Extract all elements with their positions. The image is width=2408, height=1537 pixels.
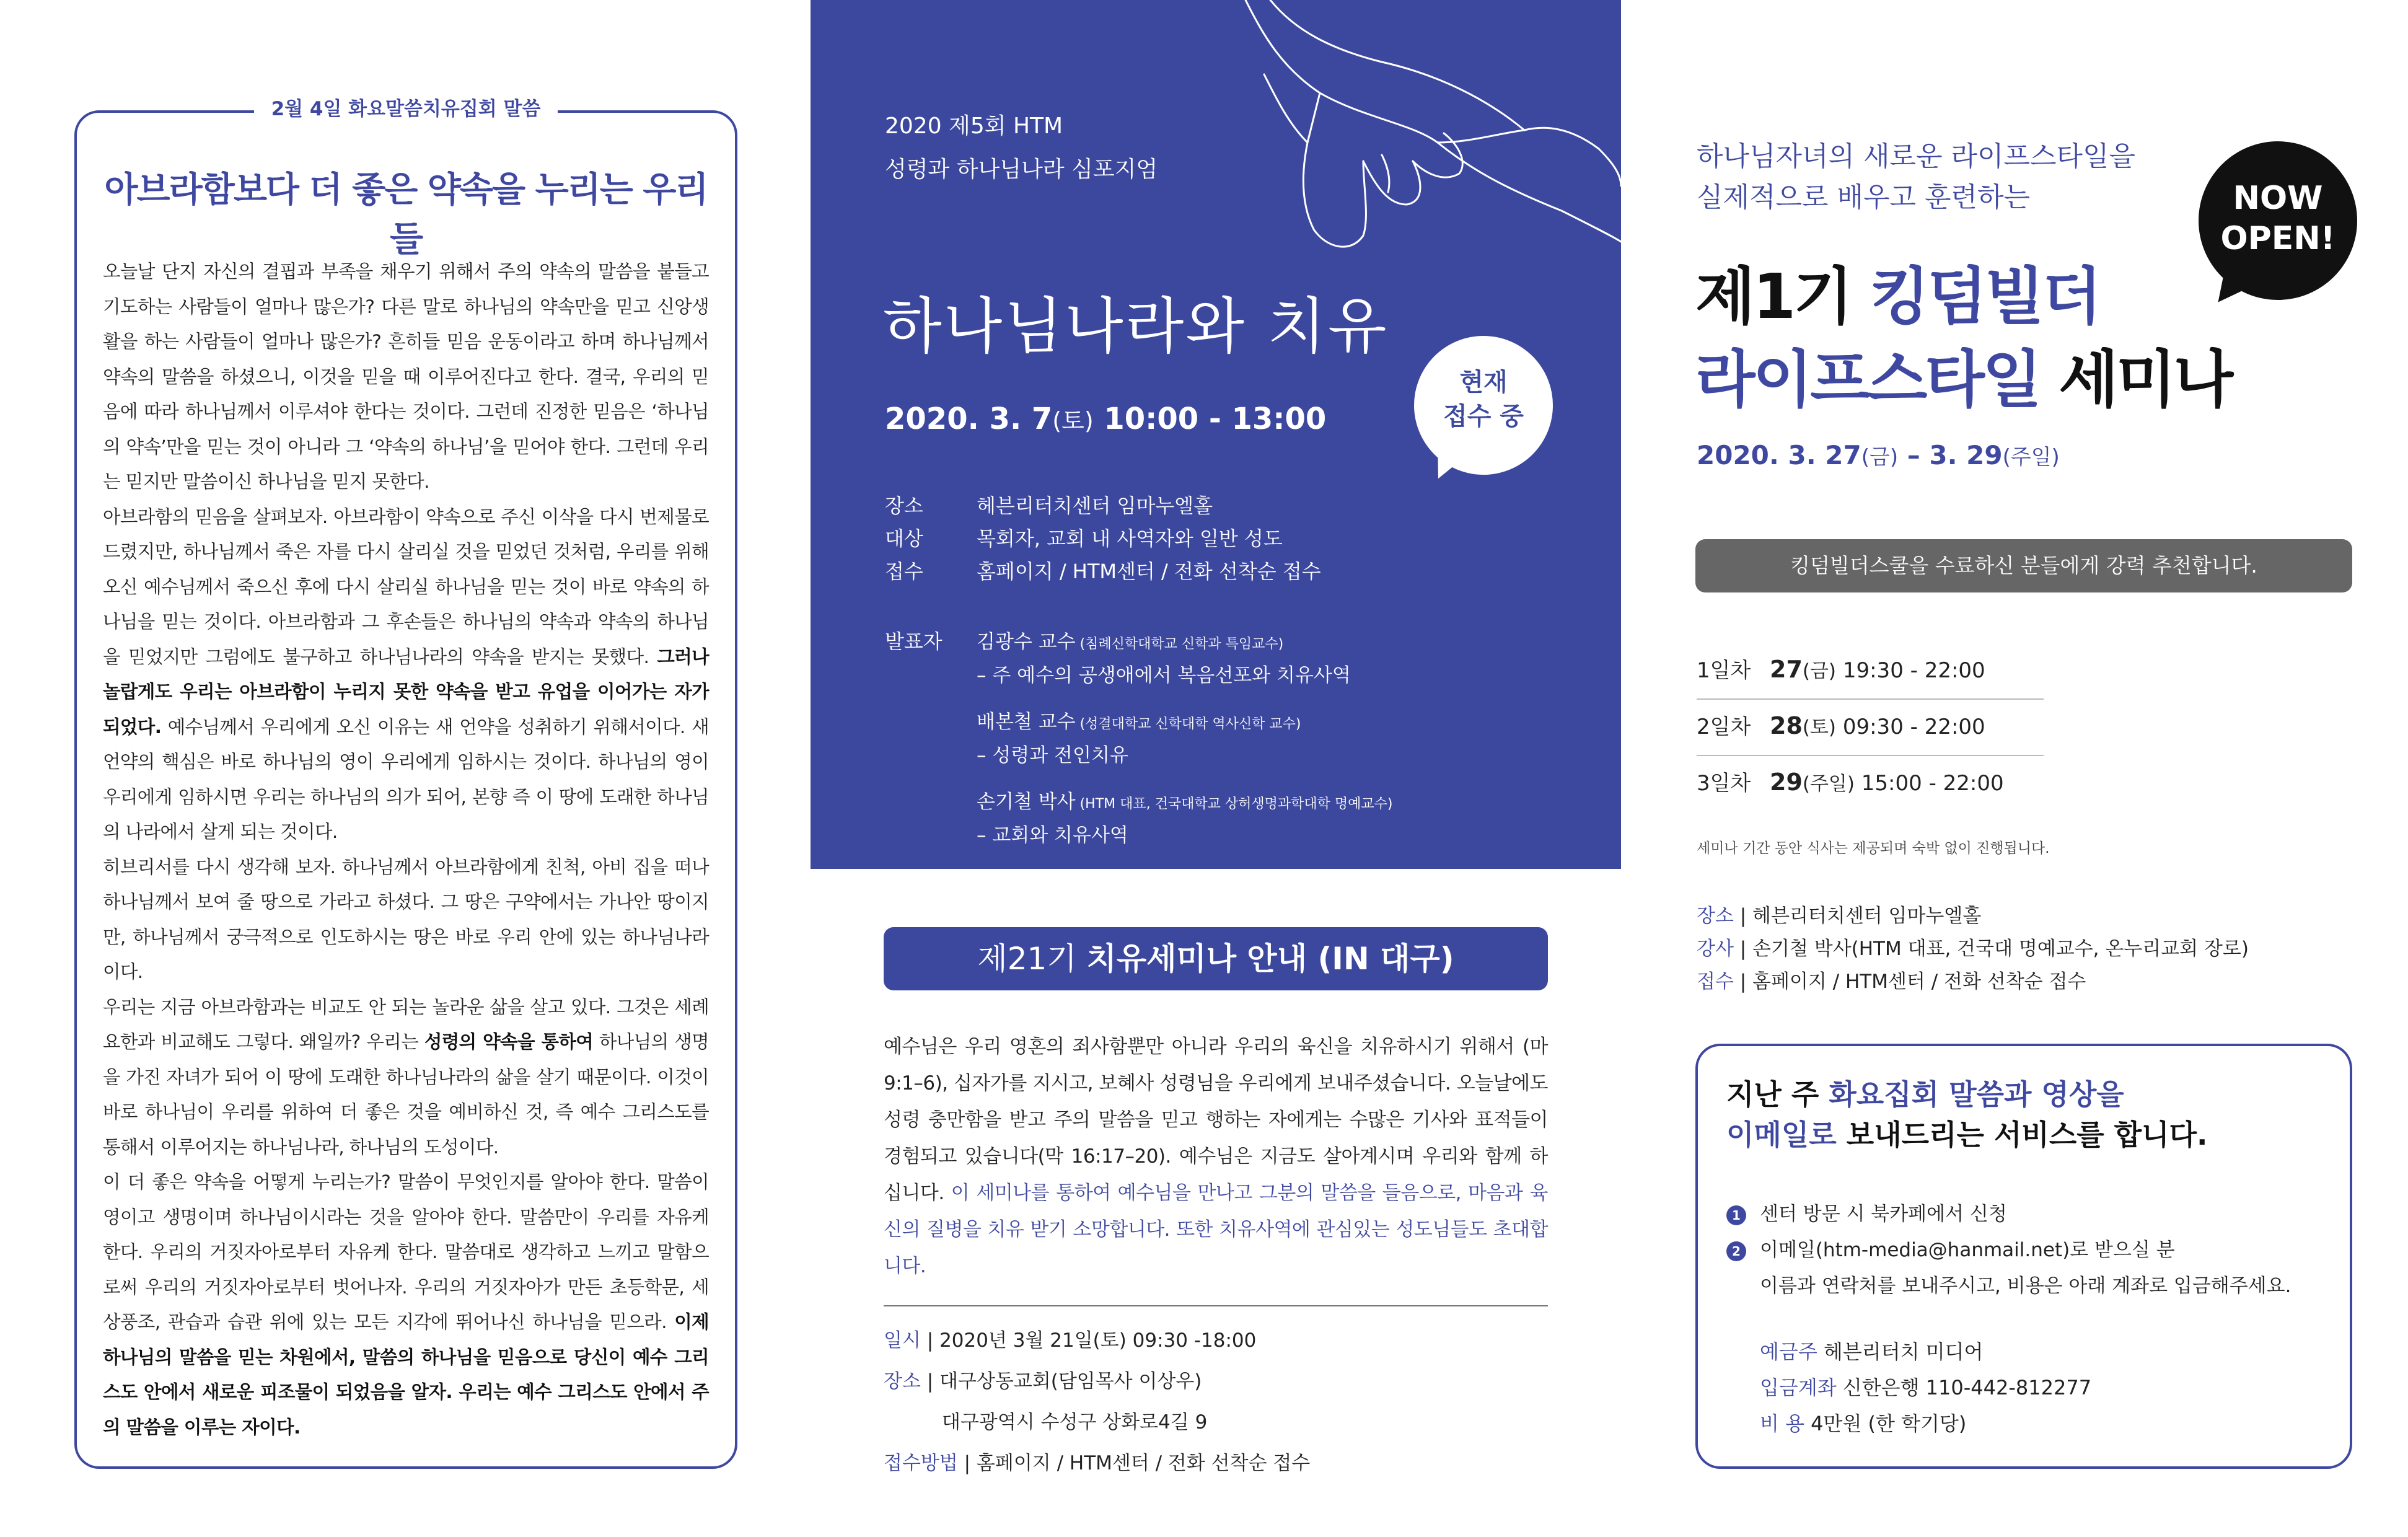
step-item-continued: 이름과 연락처를 보내주시고, 비용은 아래 계좌로 입금해주세요. [1760, 1275, 2292, 1297]
meal-note: 세미나 기간 동안 식사는 제공되며 숙박 없이 진행됩니다. [1697, 840, 2050, 857]
account-row: 입금계좌 신한은행 110-442-812277 [1760, 1376, 2092, 1399]
sermon-paragraph-4: 우리는 지금 아브라함과는 비교도 안 되는 놀라운 삶을 살고 있다. 그것은 세례 요한과 비교해도 그렇다. 왜일까? 우리는 성령의 약속을 통하여 하나님의 생명을 가진 자녀가 되어 이 땅에 도래한 하나님나라의 삶을 살기 때문이다. 이것이 바로 하나님이 우리를 위하여 더 좋은 것을 예비하신 것, 즉 예수 그리스도를 통해서 이루어지는 하나님나라, 하나님의 도성이다. [103, 996, 710, 1158]
sermon-tag: 2월 4일 화요말씀치유집회 말씀 [254, 92, 558, 126]
recommend-text: 킹덤빌더스쿨을 수료하신 분들에게 강력 추천합니다. [1790, 553, 2257, 578]
speaker-entry: 손기철 박사 (HTM 대표, 건국대학교 상허생명과학대학 명예교수) – 교회와 치유사역 [977, 791, 1393, 847]
speakers-list [885, 626, 1392, 851]
lifestyle-title-line-1: 제1기 킹덤빌더 [1695, 260, 2100, 333]
hands-illustration-icon [1177, 0, 1621, 322]
account-info [1760, 1334, 2091, 1442]
schedule-table [1697, 643, 2044, 813]
registration-bubble-line-1: 현재 [1459, 368, 1508, 397]
step-item: 2 이메일(htm-media@hanmail.net)로 받으실 분 [1726, 1232, 2291, 1268]
detail-row: 대구광역시 수성구 상화로4길 9 [942, 1411, 1208, 1434]
registration-bubble-line-2: 접수 중 [1443, 402, 1524, 431]
sermon-paragraph-2: 아브라함의 믿음을 살펴보자. 아브라함이 약속으로 주신 이삭을 다시 번제물로 드렸지만, 하나님께서 죽은 자를 다시 살리실 것을 믿었던 것처럼, 우리를 위해 오신 예수님께서 죽으신 후에 다시 살리실 하나님을 믿는 것이 바로 약속의 하나님을 믿는 것이다. 아브라함과 그 후손들은 하나님의 약속과 약속의 하나님을 믿었지만 그럼에도 불구하고 하나님나라의 약속을 받지는 못했다. 그러나 놀랍게도 우리는 아브라함이 누리지 못한 약속을 받고 유업을 이어가는 자가 되었다. 예수님께서 우리에게 오신 이유는 새 언약을 성취하기 위해서이다. 새 언약의 핵심은 바로 하나님의 영이 우리에게 임하시는 것이다. 하나님의 영이 우리에게 임하시면 우리는 하나님의 의가 되어, 본향 즉 이 땅에 도래한 하나님의 나라에서 살게 되는 것이다. [103, 506, 709, 842]
symposium-info-row: 장소 헤븐리터치센터 임마누엘홀 [885, 494, 1213, 517]
symposium-subtitle-2: 성령과 하나님나라 심포지엄 [885, 157, 1158, 182]
now-open-line-1: NOW [2233, 180, 2323, 217]
schedule-row: 2일차 28(토) 09:30 - 22:00 [1697, 700, 2044, 756]
schedule-row: 3일차 29(주일) 15:00 - 22:00 [1697, 768, 2004, 796]
sermon-body [103, 254, 709, 1445]
lifestyle-title-line-2: 라이프스타일 세미나 [1695, 343, 2231, 416]
step-number-icon: 1 [1726, 1205, 1746, 1225]
info-row: 접수 | 홈페이지 / HTM센터 / 전화 선착순 접수 [1697, 971, 2086, 993]
info-row: 강사 | 손기철 박사(HTM 대표, 건국대 명예교수, 온누리교회 장로) [1697, 938, 2249, 960]
step-number-icon: 2 [1726, 1241, 1746, 1261]
symposium-date: 2020. 3. 7(토) 10:00 - 13:00 [885, 402, 1327, 436]
now-open-line-2: OPEN! [2220, 220, 2335, 257]
detail-row: 장소 | 대구상동교회(담임목사 이상우) [884, 1370, 1202, 1393]
symposium-title: 하나님나라와 치유 [883, 291, 1389, 362]
speaker-entry: 배본철 교수 (성결대학교 신학대학 역사신학 교수) – 성령과 전인치유 [977, 711, 1301, 767]
sermon-paragraph-3: 히브리서를 다시 생각해 보자. 하나님께서 아브라함에게 친척, 아비 집을 떠나 하나님께서 보여 줄 땅으로 가라고 하셨다. 그 땅은 구약에서는 가나안 땅이지만, 하나님께서 궁극적으로 인도하시는 땅은 바로 우리 안에 있는 하나님나라이다. [103, 856, 709, 982]
symposium-info [885, 490, 1321, 588]
email-service-heading-2: 이메일로 보내드리는 서비스를 합니다. [1726, 1118, 2208, 1152]
speakers-label: 발표자 [885, 630, 943, 653]
info-row: 장소 | 헤븐리터치센터 임마누엘홀 [1697, 905, 1982, 927]
account-row: 비 용 4만원 (한 학기당) [1760, 1412, 1967, 1435]
email-service-steps [1726, 1196, 2291, 1304]
account-row: 예금주 헤븐리터치 미디어 [1760, 1340, 1984, 1363]
speaker-entry: 김광수 교수 (침례신학대학교 신학과 특임교수) – 주 예수의 공생애에서 복음선포와 치유사역 [977, 631, 1351, 687]
sermon-title: 아브라함보다 더 좋은 약속을 누리는 우리들 [104, 170, 708, 260]
healing-seminar-heading: 제21기 치유세미나 안내 (IN 대구) [977, 941, 1454, 977]
lifestyle-date: 2020. 3. 27(금) – 3. 29(주일) [1697, 440, 2060, 470]
symposium-subtitle-1: 2020 제5회 HTM [885, 113, 1063, 139]
step-item: 1 센터 방문 시 북카페에서 신청 [1726, 1196, 2291, 1232]
sermon-paragraph-5: 이 더 좋은 약속을 어떻게 누리는가? 말씀이 무엇인지를 알아야 한다. 말씀이 영이고 생명이며 하나님이시라는 것을 알아야 한다. 말씀만이 우리를 자유케 한다. 우리의 거짓자아로부터 자유케 한다. 말씀대로 생각하고 느끼고 말함으로써 우리의 거짓자아로부터 벗어나자. 우리의 거짓자아가 만든 초등학문, 세상풍조, 관습과 습관 위에 있는 모든 지각에 뛰어나신 하나님을 믿으라. 이제 하나님의 말씀을 믿는 차원에서, 말씀의 하나님을 믿음으로 당신이 예수 그리스도 안에서 새로운 피조물이 되었음을 알자. 우리는 예수 그리스도 안에서 주의 말씀을 이루는 자이다. [103, 1171, 709, 1438]
lifestyle-info [1697, 900, 2249, 998]
divider [884, 1305, 1548, 1306]
schedule-row: 1일차 27(금) 19:30 - 22:00 [1697, 643, 2044, 700]
healing-seminar-details [884, 1320, 1310, 1484]
sermon-paragraph-1: 오늘날 단지 자신의 결핍과 부족을 채우기 위해서 주의 약속의 말씀을 붙들고 기도하는 사람들이 얼마나 많은가? 다른 말로 하나님의 약속만을 믿고 신앙생활을 하는 사람들이 얼마나 많은가? 흔히들 믿음 운동이라고 하며 하나님께서 약속의 말씀을 하셨으니, 이것을 믿을 때 이루어진다고 한다. 결국, 우리의 믿음에 따라 하나님께서 이루셔야 한다는 것이다. 그런데 진정한 믿음은 ‘하나님의 약속’만을 믿는 것이 아니라 그 ‘약속의 하나님’을 믿어야 한다. 그런데 우리는 믿지만 말씀이신 하나님을 믿지 못한다. [103, 261, 709, 492]
healing-seminar-description: 예수님은 우리 영혼의 죄사함뿐만 아니라 우리의 육신을 치유하시기 위해서 (마 9:1–6), 십자가를 지시고, 보혜사 성령님을 우리에게 보내주셨습니다. 오늘날에도 성령 충만함을 받고 주의 말씀을 믿고 행하는 자에게는 수많은 기사와 표적들이 경험되고 있습니다(막 16:17–20). 예수님은 지금도 살아계시며 우리와 함께 하십니다. 이 세미나를 통하여 예수님을 만나고 그분의 말씀을 들음으로, 마음과 육신의 질병을 치유 받기 소망합니다. 또한 치유사역에 관심있는 성도님들도 초대합니다. [884, 1036, 1548, 1277]
detail-row: 접수방법 | 홈페이지 / HTM센터 / 전화 선착순 접수 [884, 1452, 1311, 1474]
detail-row: 일시 | 2020년 3월 21일(토) 09:30 -18:00 [884, 1329, 1257, 1352]
symposium-info-row: 접수 홈페이지 / HTM센터 / 전화 선착순 접수 [885, 560, 1321, 583]
symposium-info-row: 대상 목회자, 교회 내 사역자와 일반 성도 [885, 527, 1283, 550]
lifestyle-subtitle: 하나님자녀의 새로운 라이프스타일을 실제적으로 배우고 훈련하는 [1697, 141, 2136, 213]
email-service-heading-1: 지난 주 화요집회 말씀과 영상을 [1726, 1078, 2124, 1111]
